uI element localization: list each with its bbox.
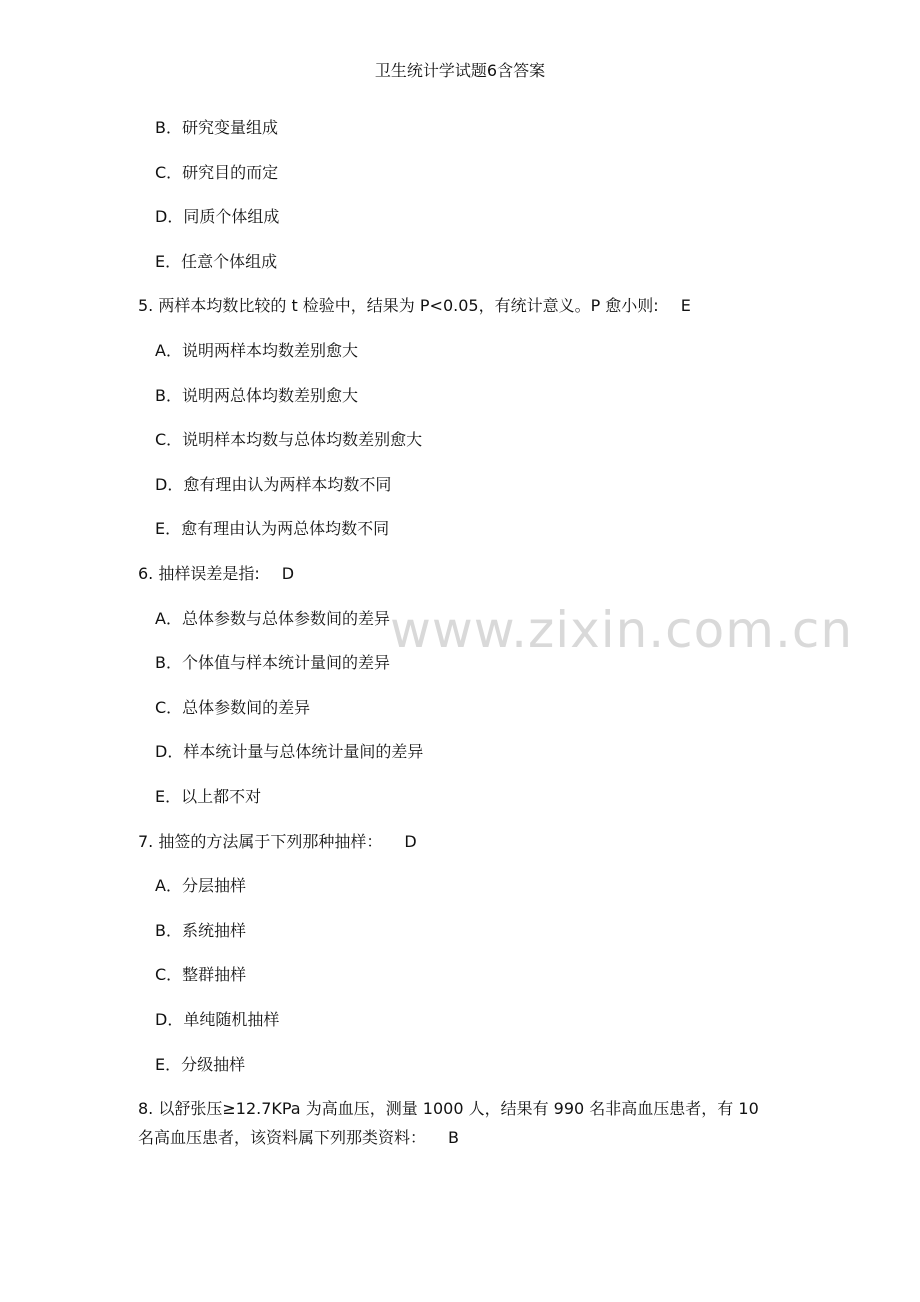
q7-option-a: A．分层抽样 (155, 876, 246, 895)
q5-option-b: B．说明两总体均数差别愈大 (155, 386, 358, 405)
q4-option-e: E．任意个体组成 (155, 252, 278, 271)
q6-option-b: B．个体值与样本统计量间的差异 (155, 653, 390, 672)
q5-stem-text: 5. 两样本均数比较的 t 检验中，结果为 P<0.05，有统计意义。P 愈小则: (138, 296, 659, 315)
q6-option-a: A．总体参数与总体参数间的差异 (155, 609, 390, 628)
q7-stem (138, 829, 417, 855)
q5-option-a: A．说明两样本均数差别愈大 (155, 341, 358, 360)
q5-option-c: C．说明样本均数与总体均数差别愈大 (155, 430, 423, 449)
q6-stem (138, 561, 294, 587)
q4-option-b: B．研究变量组成 (155, 118, 278, 137)
q7-stem-text: 7. 抽签的方法属于下列那种抽样： (138, 832, 383, 851)
q7-option-e: E．分级抽样 (155, 1055, 246, 1074)
q7-option-c: C．整群抽样 (155, 965, 247, 984)
q5-stem (138, 293, 691, 319)
q6-answer: D (281, 564, 295, 583)
q6-option-d: D．样本统计量与总体统计量间的差异 (155, 742, 424, 761)
q7-option-b: B．系统抽样 (155, 921, 246, 940)
q4-option-d: D．同质个体组成 (155, 207, 280, 226)
page-title: 卫生统计学试题6含答案 (374, 61, 546, 80)
watermark: www.zixin.com.cn (390, 601, 854, 659)
q7-answer: D (404, 832, 417, 851)
q5-option-e: E．愈有理由认为两总体均数不同 (155, 519, 390, 538)
q6-stem-text: 6. 抽样误差是指: (138, 564, 260, 583)
q4-option-c: C．研究目的而定 (155, 163, 279, 182)
q7-option-d: D．单纯随机抽样 (155, 1010, 280, 1029)
q8-stem-text: 名高血压患者，该资料属下列那类资料： (138, 1128, 427, 1147)
q5-option-d: D．愈有理由认为两样本均数不同 (155, 475, 392, 494)
q5-answer: E (680, 296, 691, 315)
q6-option-c: C．总体参数间的差异 (155, 698, 311, 717)
q6-option-e: E．以上都不对 (155, 787, 262, 806)
q8-answer: B (448, 1128, 459, 1147)
q8-stem-line2 (138, 1125, 459, 1151)
q8-stem-line1: 8. 以舒张压≥12.7KPa 为高血压，测量 1000 人，结果有 990 名非高血压患者，有 10 (138, 1099, 759, 1118)
